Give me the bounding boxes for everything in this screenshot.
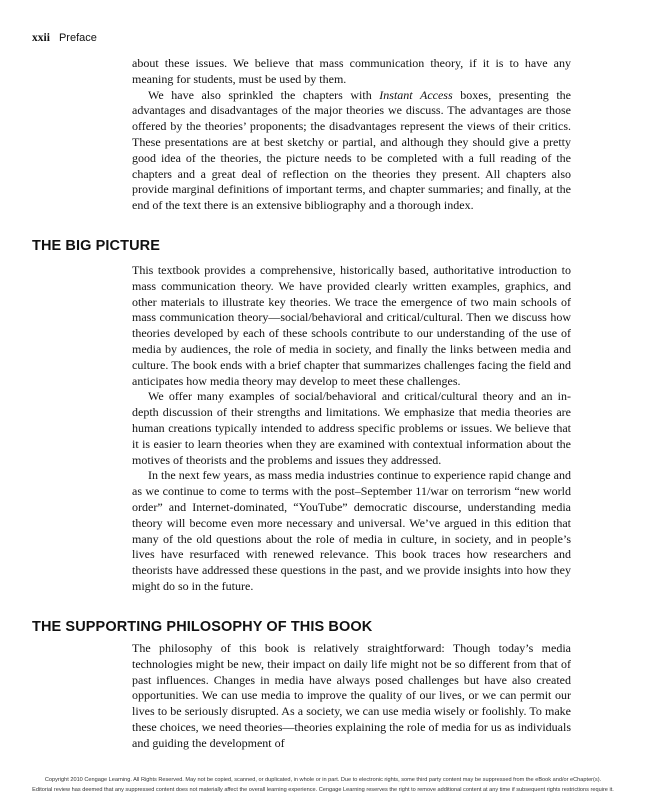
running-header-section: Preface — [58, 32, 97, 44]
big-picture-section — [132, 263, 571, 595]
big-picture-paragraph-3: In the next few years, as mass media industries continue to experience rapid change and as we continue to come to terms with the post–September 11/war on terrorism “new world order” and Internet-dominated, “YouTube” democratic discourse, understanding media theory will become even more necessary and universal. We’ve argued in this edition that many of the old questions about the role of media in culture, in society, and in people’s lives have resurfaced with renewed relevance. This book traces how researchers and theorists have addressed these questions in the past, and we provide insights into how they might do so in the future. — [132, 468, 571, 593]
intro-paragraph-1: about these issues. We believe that mass communication theory, if it is to have any meaning for students, must be used by them. — [132, 56, 571, 86]
intro-paragraph-2: We have also sprinkled the chapters with Instant Access boxes, presenting the advantages and disadvantages of the major theories we discuss. The advantages are those offered by the theories’ proponents; the disadvantages represent the views of their critics. These presentations are at best sketchy or partial, and although they should give a pretty good idea of the theories, the picture needs to be completed with a full reading of the chapters and a great deal of reflection on the theories they present. All chapters also provide marginal definitions of important terms, and chapter summaries; and finally, at the end of the text there is an extensive bibliography and a thorough index. — [132, 87, 571, 213]
copyright-line-1: Copyright 2010 Cengage Learning. All Rights Reserved. May not be copied, scanned, or duplicated, in whole or in part. Due to electronic rights, some third party content may be suppressed from the eBook and/or eChapter(s). — [44, 777, 602, 783]
section-heading-philosophy: THE SUPPORTING PHILOSOPHY OF THIS BOOK — [32, 619, 373, 635]
running-header — [32, 32, 97, 44]
instant-access-term: Instant Access — [379, 87, 453, 102]
intro-section — [132, 56, 571, 214]
big-picture-paragraph-1: This textbook provides a comprehensive, historically based, authoritative introduction to mass communication theory. We have provided clearly written examples, graphics, and other materials to illustrate key theories. We trace the emergence of two main schools of mass communication theory—social/behavioral and critical/cultural. Then we discuss how theories developed by each of these schools contribute to our understanding of the use of media by audiences, the role of media in society, and finally the links between media and culture. The book ends with a brief chapter that summarizes challenges facing the field and anticipates how media theory may develop to meet these challenges. — [132, 263, 571, 388]
philosophy-paragraph-1: The philosophy of this book is relatively straightforward: Though today’s media technologies might be new, their impact on daily life might not be so different from that of past influences. Changes in media have always posed challenges but have also created opportunities. We can use media to improve the quality of our lives, or we can permit our lives to be seriously disrupted. As a society, we can use media wisely or foolishly. To make these choices, we need theories—theories explaining the role of media for us as individuals and guiding the development of — [132, 641, 571, 750]
section-heading-big-picture: THE BIG PICTURE — [32, 238, 160, 254]
big-picture-paragraph-2: We offer many examples of social/behavioral and critical/cultural theory and an in-depth discussion of their strengths and limitations. We emphasize that media theories are human creations typically intended to address specific problems or issues. We believe that it is easier to learn theories when they are examined with contextual information about the motives of theorists and the problems and issues they addressed. — [132, 389, 571, 467]
philosophy-section — [132, 641, 571, 752]
page-number: xxii — [32, 32, 50, 44]
copyright-line-2: Editorial review has deemed that any suppressed content does not materially affect the overall learning experience. Cengage Learning reserves the right to remove additional content at any time if subsequent rights restrictions require it. — [32, 787, 614, 793]
